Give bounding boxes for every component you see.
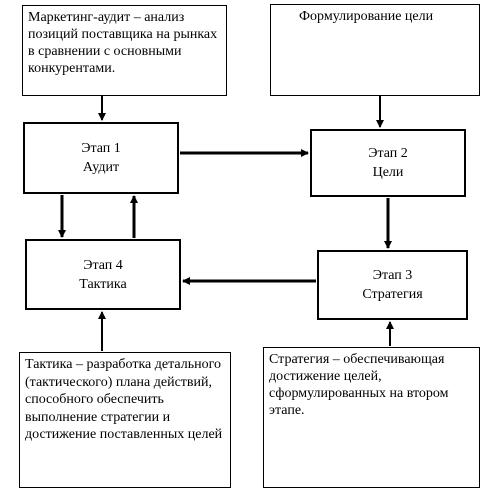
stage-4-number: Этап 4 <box>83 257 123 273</box>
audit-note-text: Маркетинг-аудит – анализ позиций поставщика на рынках в сравнении с основными конкурентами. <box>28 10 218 76</box>
stage-2-name: Цели <box>372 165 404 180</box>
stage-3-name: Стратегия <box>362 287 423 302</box>
strategy-note-text: Стратегия – обеспечивающая достижение целей, сформулированных на втором этапе. <box>269 352 449 418</box>
goals-note-text: Формулирование цели <box>299 9 434 24</box>
stage-2-number: Этап 2 <box>368 146 408 161</box>
stage-4-name: Тактика <box>79 276 127 292</box>
stage-1-name: Аудит <box>82 160 120 175</box>
stage-3-number: Этап 3 <box>372 268 413 283</box>
tactics-note-text: Тактика – разработка детального (тактического) плана действий, способного обеспечить выполнение стратегии и достижение поставленных целей <box>25 357 223 442</box>
stage-1-number: Этап 1 <box>81 141 121 156</box>
